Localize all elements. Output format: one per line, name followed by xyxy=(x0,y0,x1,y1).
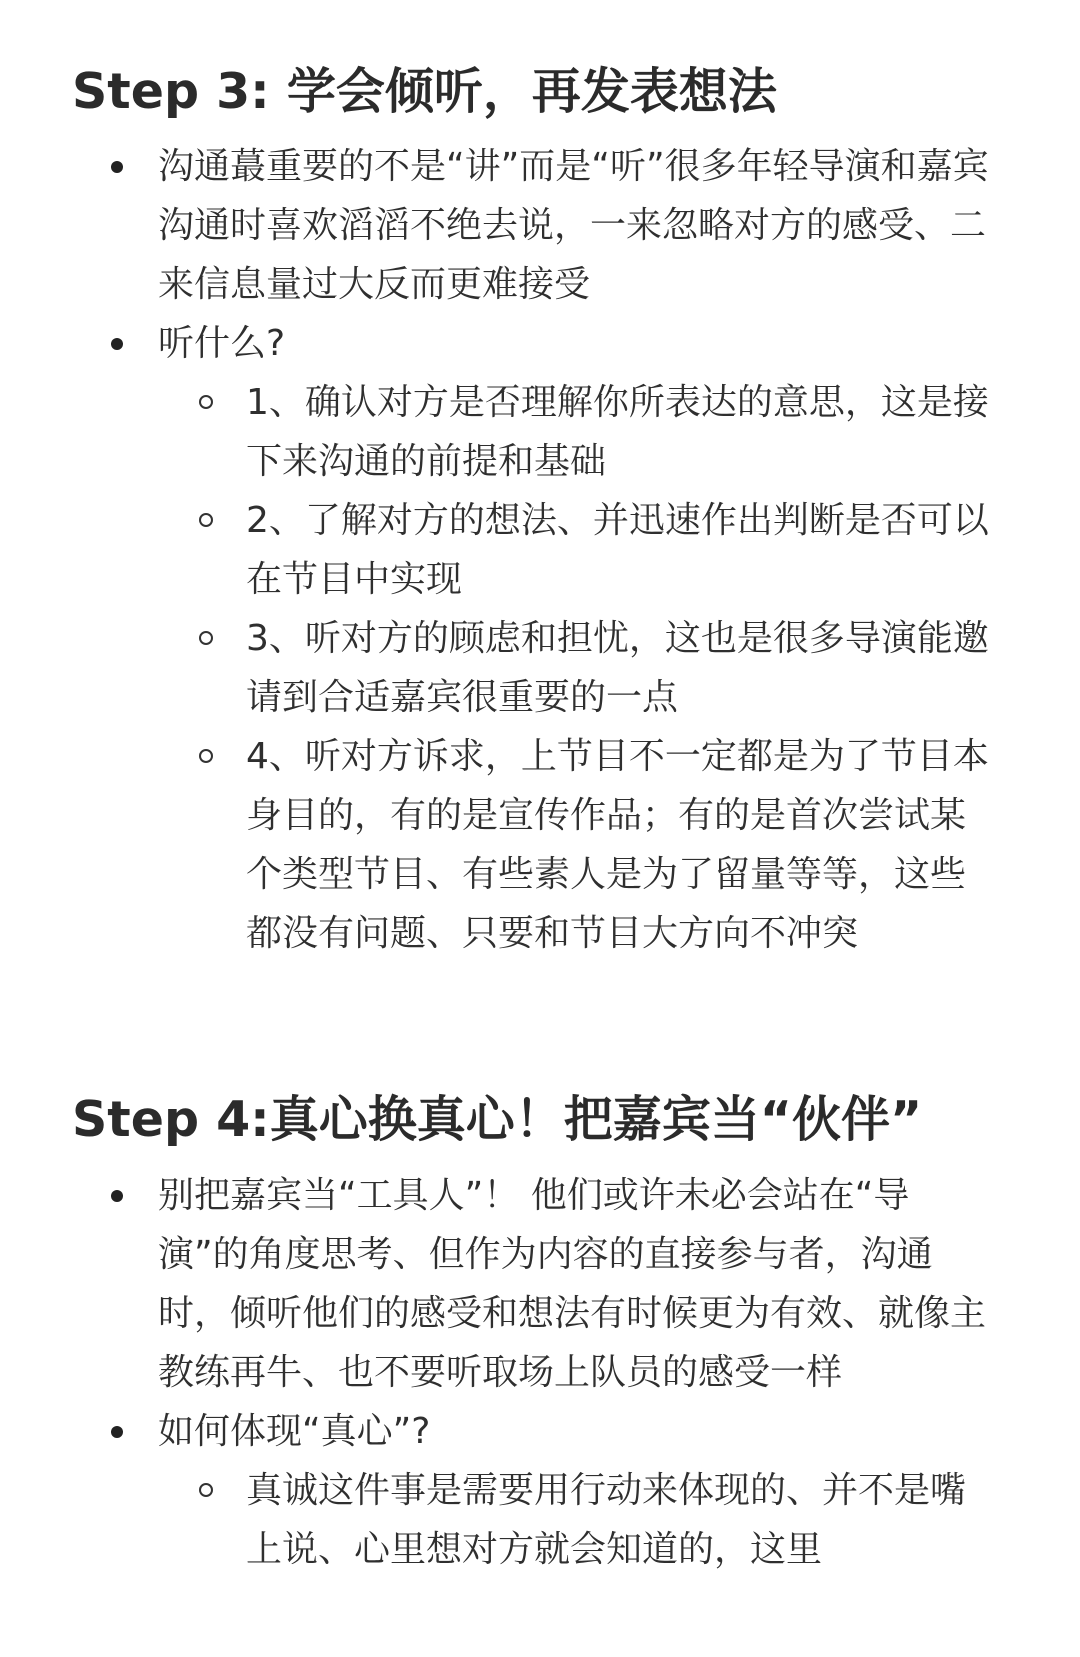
list-item xyxy=(158,1402,998,1579)
sub-list-item xyxy=(246,609,998,727)
list-item-text: 别把嘉宾当“工具人”！ 他们或许未必会站在“导演”的角度思考、但作为内容的直接参与者，沟通时，倾听他们的感受和想法有时候更为有效、就像主教练再牛、也不要听取场上队员的感受一样 xyxy=(158,1175,987,1393)
step3-sub-list xyxy=(246,373,998,963)
sub-list-item-text: 1、确认对方是否理解你所表达的意思，这是接下来沟通的前提和基础 xyxy=(246,382,989,482)
bullet-circle xyxy=(199,513,213,527)
list-item-text: 听什么? xyxy=(158,323,286,364)
list-item xyxy=(158,137,998,314)
sub-list-item xyxy=(246,373,998,491)
sub-list-item-text: 真诚这件事是需要用行动来体现的、并不是嘴上说、心里想对方就会知道的，这里 xyxy=(246,1470,967,1570)
bullet-dot xyxy=(111,1426,123,1438)
sub-list-item xyxy=(246,1461,998,1579)
step4-sub-list xyxy=(246,1461,998,1579)
list-item xyxy=(158,314,998,963)
bullet-dot xyxy=(111,1190,123,1202)
step4-bullet-list xyxy=(158,1166,998,1579)
sub-list-item xyxy=(246,727,998,963)
bullet-circle xyxy=(199,749,213,763)
sub-list-item-text: 4、听对方诉求，上节目不一定都是为了节目本身目的，有的是宣传作品；有的是首次尝试某个类型节目、有些素人是为了留量等等，这些都没有问题、只要和节目大方向不冲突 xyxy=(246,736,989,954)
sub-list-item xyxy=(246,491,998,609)
list-item-text: 如何体现“真心”? xyxy=(158,1411,431,1452)
bullet-dot xyxy=(111,161,123,173)
step3-heading: Step 3: 学会倾听，再发表想法 xyxy=(72,63,777,120)
list-item xyxy=(158,1166,998,1402)
bullet-circle xyxy=(199,631,213,645)
list-item-text: 沟通蕞重要的不是“讲”而是“听”很多年轻导演和嘉宾沟通时喜欢滔滔不绝去说，一来忽略对方的感受、二来信息量过大反而更难接受 xyxy=(158,146,989,305)
bullet-circle xyxy=(199,395,213,409)
bullet-dot xyxy=(111,338,123,350)
step3-bullet-list xyxy=(158,137,998,963)
sub-list-item-text: 2、了解对方的想法、并迅速作出判断是否可以在节目中实现 xyxy=(246,500,989,600)
sub-list-item-text: 3、听对方的顾虑和担忧，这也是很多导演能邀请到合适嘉宾很重要的一点 xyxy=(246,618,989,718)
bullet-circle xyxy=(199,1483,213,1497)
step4-heading: Step 4:真心换真心！把嘉宾当“伙伴” xyxy=(72,1091,923,1148)
